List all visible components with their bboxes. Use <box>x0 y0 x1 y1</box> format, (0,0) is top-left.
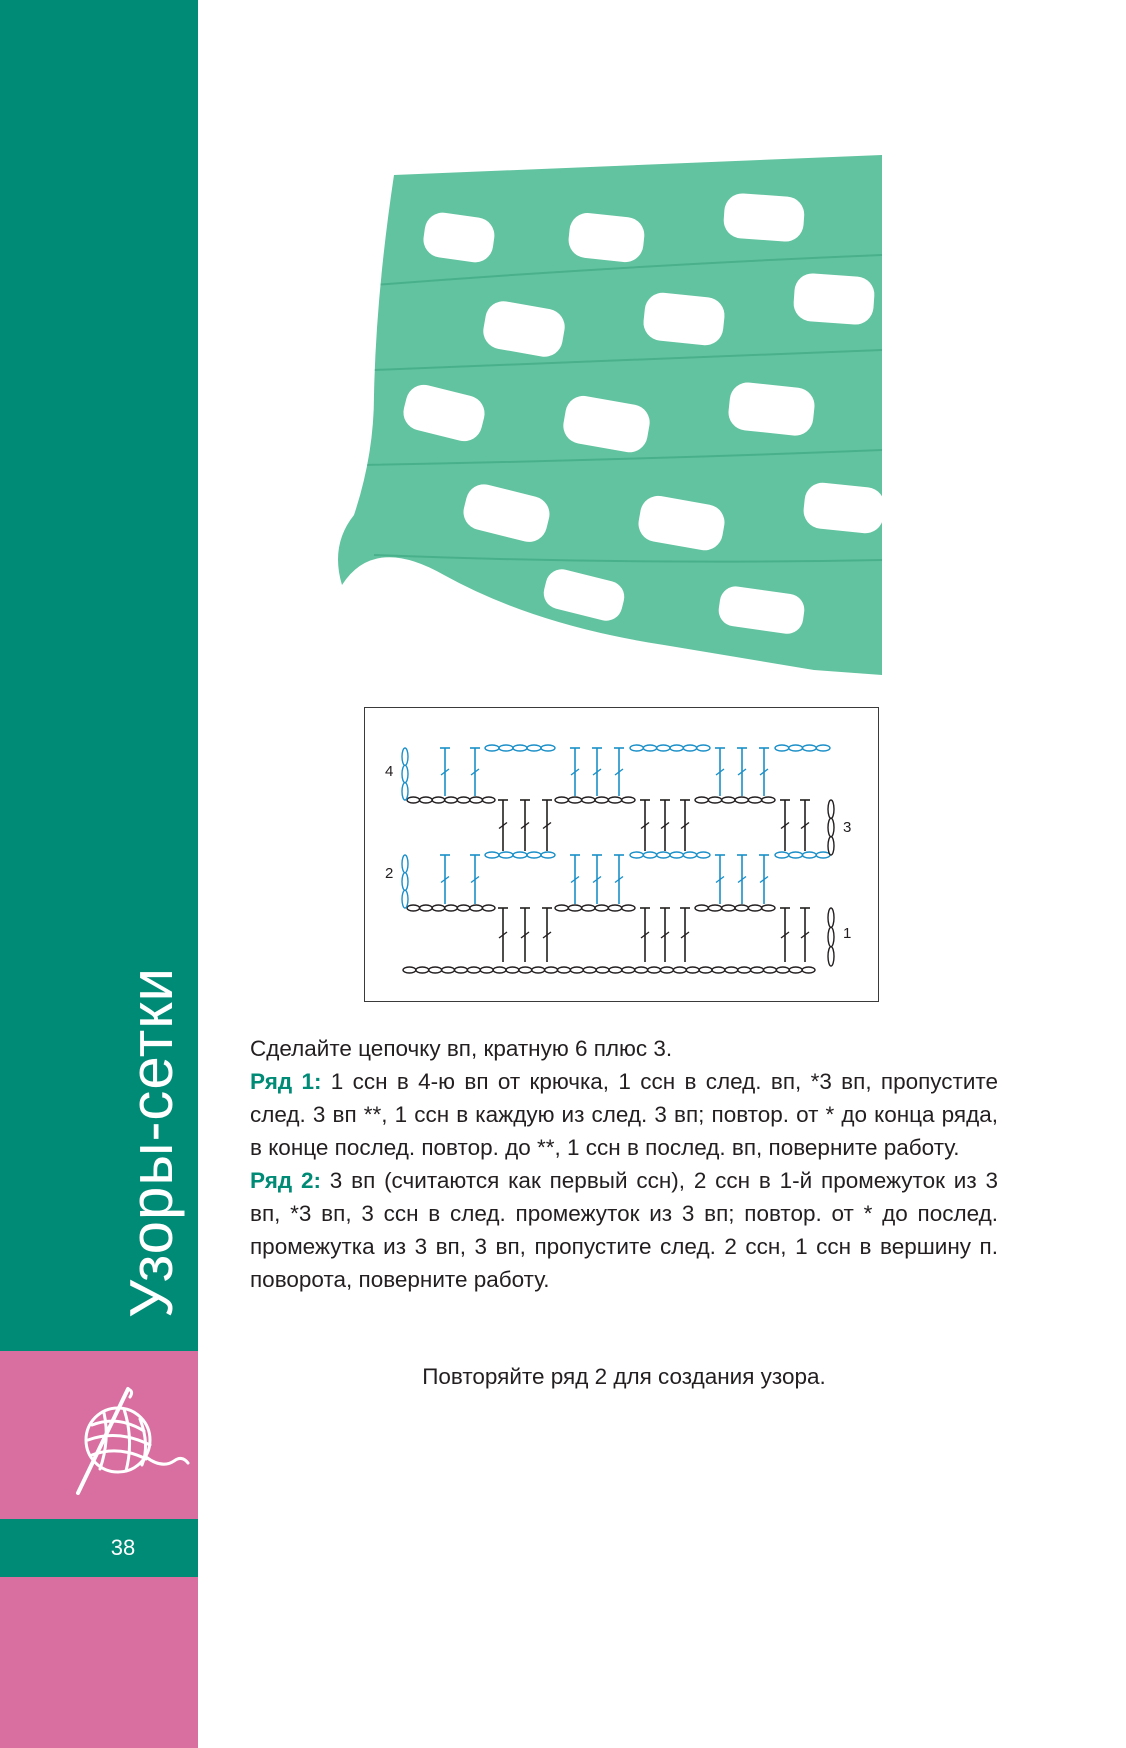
chain-stitch <box>673 967 686 973</box>
chain-stitch <box>555 905 568 911</box>
chain-stitch <box>775 852 789 858</box>
chain-stitch <box>416 967 429 973</box>
turning-chain <box>828 947 834 966</box>
chain-stitch <box>568 905 581 911</box>
chain-stitch <box>609 967 622 973</box>
chain-stitch <box>532 967 545 973</box>
turning-chain <box>402 890 408 908</box>
chain-stitch <box>712 967 725 973</box>
chain-stitch <box>568 797 581 803</box>
chain-stitch <box>485 852 499 858</box>
chain-stitch <box>596 967 609 973</box>
chain-stitch <box>775 745 789 751</box>
chain-stitch <box>643 745 656 751</box>
chain-stitch <box>499 745 513 751</box>
chain-stitch <box>420 905 433 911</box>
chain-stitch <box>429 967 442 973</box>
turning-chain <box>402 855 408 873</box>
chain-stitch <box>725 967 738 973</box>
chain-stitch <box>735 797 748 803</box>
crochet-chart-drawing <box>365 708 880 1003</box>
chain-stitch <box>470 797 483 803</box>
chain-stitch <box>686 967 699 973</box>
chain-stitch <box>661 967 674 973</box>
chain-stitch <box>816 745 830 751</box>
chain-stitch <box>595 905 608 911</box>
chain-stitch <box>697 852 710 858</box>
row2-label: Ряд 2: <box>250 1168 321 1193</box>
chain-stitch <box>608 797 621 803</box>
chain-stitch <box>499 852 513 858</box>
chain-stitch <box>513 745 527 751</box>
chain-stitch <box>699 967 712 973</box>
turning-chain <box>828 818 834 836</box>
chain-stitch <box>695 905 708 911</box>
sidebar-pink-bottom-band <box>0 1577 198 1748</box>
chain-stitch <box>432 797 445 803</box>
chain-stitch <box>643 852 656 858</box>
chain-stitch <box>748 905 761 911</box>
chain-stitch <box>467 967 480 973</box>
crochet-chart <box>364 707 879 1002</box>
chain-stitch <box>708 905 721 911</box>
chain-stitch <box>485 745 499 751</box>
chain-stitch <box>445 797 458 803</box>
chain-stitch <box>445 905 458 911</box>
chain-stitch <box>697 745 710 751</box>
chain-stitch <box>670 852 683 858</box>
chain-stitch <box>803 852 817 858</box>
chain-stitch <box>527 745 541 751</box>
chain-stitch <box>630 852 643 858</box>
section-title: Узоры-сетки <box>118 966 185 1318</box>
turning-chain <box>828 908 834 927</box>
row-number-label: 4 <box>385 763 394 780</box>
chain-stitch <box>608 905 621 911</box>
chain-stitch <box>630 745 643 751</box>
chain-stitch <box>506 967 519 973</box>
chain-stitch <box>670 745 683 751</box>
chain-stitch <box>595 797 608 803</box>
chain-stitch <box>457 797 470 803</box>
chain-stitch <box>648 967 661 973</box>
turning-chain <box>402 873 408 891</box>
chain-stitch <box>762 905 775 911</box>
instructions-row2 <box>250 1164 998 1296</box>
chain-stitch <box>541 745 555 751</box>
chain-stitch <box>482 905 495 911</box>
chain-stitch <box>803 745 817 751</box>
chain-stitch <box>545 967 558 973</box>
chain-stitch <box>762 797 775 803</box>
chain-stitch <box>555 797 568 803</box>
chain-stitch <box>816 852 830 858</box>
chain-stitch <box>635 967 648 973</box>
chain-stitch <box>455 967 468 973</box>
chain-stitch <box>789 852 803 858</box>
chain-stitch <box>403 967 416 973</box>
chain-stitch <box>442 967 455 973</box>
chain-stitch <box>457 905 470 911</box>
chain-stitch <box>432 905 445 911</box>
instructions <box>250 1032 998 1296</box>
instructions-row1 <box>250 1065 998 1164</box>
chain-stitch <box>789 745 803 751</box>
chain-stitch <box>541 852 555 858</box>
chain-stitch <box>776 967 789 973</box>
row-number-label: 3 <box>843 819 852 836</box>
chain-stitch <box>722 797 735 803</box>
chain-stitch <box>657 745 670 751</box>
chain-stitch <box>748 797 761 803</box>
chain-stitch <box>420 797 433 803</box>
turning-chain <box>828 927 834 946</box>
chain-stitch <box>683 745 696 751</box>
chain-stitch <box>657 852 670 858</box>
chain-stitch <box>722 905 735 911</box>
chain-stitch <box>789 967 802 973</box>
chain-stitch <box>570 967 583 973</box>
crochet-sample-photo <box>334 155 882 675</box>
turning-chain <box>402 783 408 800</box>
chain-stitch <box>622 905 635 911</box>
chain-stitch <box>482 797 495 803</box>
chain-stitch <box>527 852 541 858</box>
sidebar <box>0 0 198 1748</box>
chain-stitch <box>493 967 506 973</box>
chain-stitch <box>470 905 483 911</box>
row-number-label: 2 <box>385 865 394 882</box>
chain-stitch <box>735 905 748 911</box>
chain-stitch <box>583 967 596 973</box>
page-number: 38 <box>110 1535 136 1560</box>
chain-stitch <box>480 967 493 973</box>
chain-stitch <box>582 905 595 911</box>
turning-chain <box>828 837 834 855</box>
turning-chain <box>402 748 408 765</box>
chain-stitch <box>764 967 777 973</box>
row1-text: 1 ссн в 4-ю вп от крючка, 1 ссн в след. вп, *3 вп, пропустите след. 3 вп **, 1 ссн в каждую из след. 3 вп; повтор. от * до конца ряда, в конце послед. повтор. до **, 1 ссн в послед. вп, поверните работу. <box>250 1069 998 1160</box>
turning-chain <box>402 765 408 782</box>
chain-stitch <box>738 967 751 973</box>
chain-stitch <box>695 797 708 803</box>
turning-chain <box>828 800 834 818</box>
chain-stitch <box>683 852 696 858</box>
chain-stitch <box>513 852 527 858</box>
chain-stitch <box>802 967 815 973</box>
chain-stitch <box>622 967 635 973</box>
repeat-note: Повторяйте ряд 2 для создания узора. <box>422 1364 826 1389</box>
row1-label: Ряд 1: <box>250 1069 322 1094</box>
chain-stitch <box>751 967 764 973</box>
chain-stitch <box>558 967 571 973</box>
chain-stitch <box>519 967 532 973</box>
row2-text: 3 вп (считаются как первый ссн), 2 ссн в 1-й промежуток из 3 вп, *3 вп, 3 ссн в след. промежуток из 3 вп; повтор. от * до послед. промежутка из 3 вп, 3 вп, пропустите след. 2 ссн, 1 ссн в вершину п. поворота, поверните работу. <box>250 1168 998 1292</box>
chain-stitch <box>407 905 420 911</box>
chain-stitch <box>582 797 595 803</box>
chain-stitch <box>622 797 635 803</box>
chain-stitch <box>708 797 721 803</box>
row-number-label: 1 <box>843 925 852 942</box>
yarn-ball-with-crochet-hook-icon <box>70 1385 190 1495</box>
chain-stitch <box>407 797 420 803</box>
instructions-intro: Сделайте цепочку вп, кратную 6 плюс 3. <box>250 1036 673 1061</box>
